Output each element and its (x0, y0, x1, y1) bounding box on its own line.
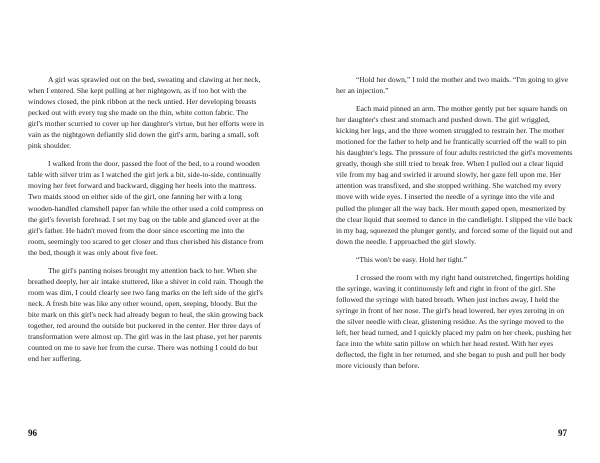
right-page-text (336, 74, 574, 371)
paragraph: The girl's panting noises brought my attention back to her. When she breathed deeply, her air intake stuttered, like a shiver in cold rain. Though the room was dim, I could clearly see two fang marks on the left side of the girl's neck. A fresh bite was like any other wound, open, seeping, bloody. But the bite mark on this girl's neck had already begun to heal, the skin growing back together, red around the outside but puckered in the center. Her three days of transformation were almost up. The girl was in the last phase, yet her parents counted on me to save her from the curse. There was nothing I could do but end her suffering. (28, 265, 264, 364)
right-page (300, 0, 600, 463)
page-number: 96 (28, 428, 37, 438)
page-number: 97 (558, 428, 567, 438)
paragraph: I walked from the door, passed the foot of the bed, to a round wooden table with silver trim as I watched the girl jerk a bit, side-to-side, continually moving her feet forward and backward, digging her heels into the mattress. Two maids stood on either side of the girl, one fanning her with a long wooden-handled clamshell paper fan while the other used a cold compress on the girl's feverish forehead. I set my bag on the table and glanced over at the girl's father. He hadn't moved from the door since escorting me into the room, seemingly too scared to get closer and thus cherished his distance from the bed, though it was only about five feet. (28, 159, 264, 257)
paragraph: I crossed the room with my right hand outstretched, fingertips holding the syringe, waving it continuously left and right in front of the girl. She followed the syringe with bated breath. When just inches away, I held the syringe in front of her nose. The girl's head lowered, her eyes zeroing in on the silver needle with clear, glistening residue. As the syringe moved to the left, her head turned, and I quickly placed my palm on her cheek, pushing her face into the white satin pillow on which her head rested. With her eyes deflected, the fight in her returned, and she began to push and pull her body more viciously than before. (336, 272, 572, 371)
left-page-text (28, 74, 264, 364)
paragraph: Each maid pinned an arm. The mother gently put her square hands on her daughter's chest and stomach and pushed down. The girl wriggled, kicking her legs, and the three women struggled to restrain her. The mother motioned for the father to help and he frantically scurried off the wall to pin his daughter's legs. The pressure of four adults restricted the girl's movements greatly, though she still tried to break free. When I pulled out a clear liquid vile from my bag and swirled it around slowly, her gaze fell upon me. Her attention was transfixed, and she stopped writhing. She watched my every move with wide eyes. I inserted the needle of a syringe into the vile and pulled the plunger all the way back. Her mouth gaped open, mesmerized by the clear liquid that seemed to dance in the candlelight. I slipped the vile back in my bag, squeezed the plunger gently, and forced some of the liquid out and down the needle. I approached the girl slowly. (336, 104, 573, 246)
paragraph: A girl was sprawled out on the bed, sweating and clawing at her neck, when I entered. She kept pulling at her nightgown, as if too hot with the windows closed, the pink ribbon at the neck untied. Her developing breasts pecked out with every tug she made on the thin, white cotton fabric. The girl's mother scurried to cover up her daughter's virtue, but her efforts were in vain as the nightgown defiantly slid down the girl's arm, baring a small, soft pink shoulder. (28, 75, 264, 151)
paragraph: “Hold her down,” I told the mother and two maids. “I'm going to give her an injection.” (336, 75, 569, 96)
paragraph: “This won't be easy. Hold her tight.” (356, 254, 467, 264)
